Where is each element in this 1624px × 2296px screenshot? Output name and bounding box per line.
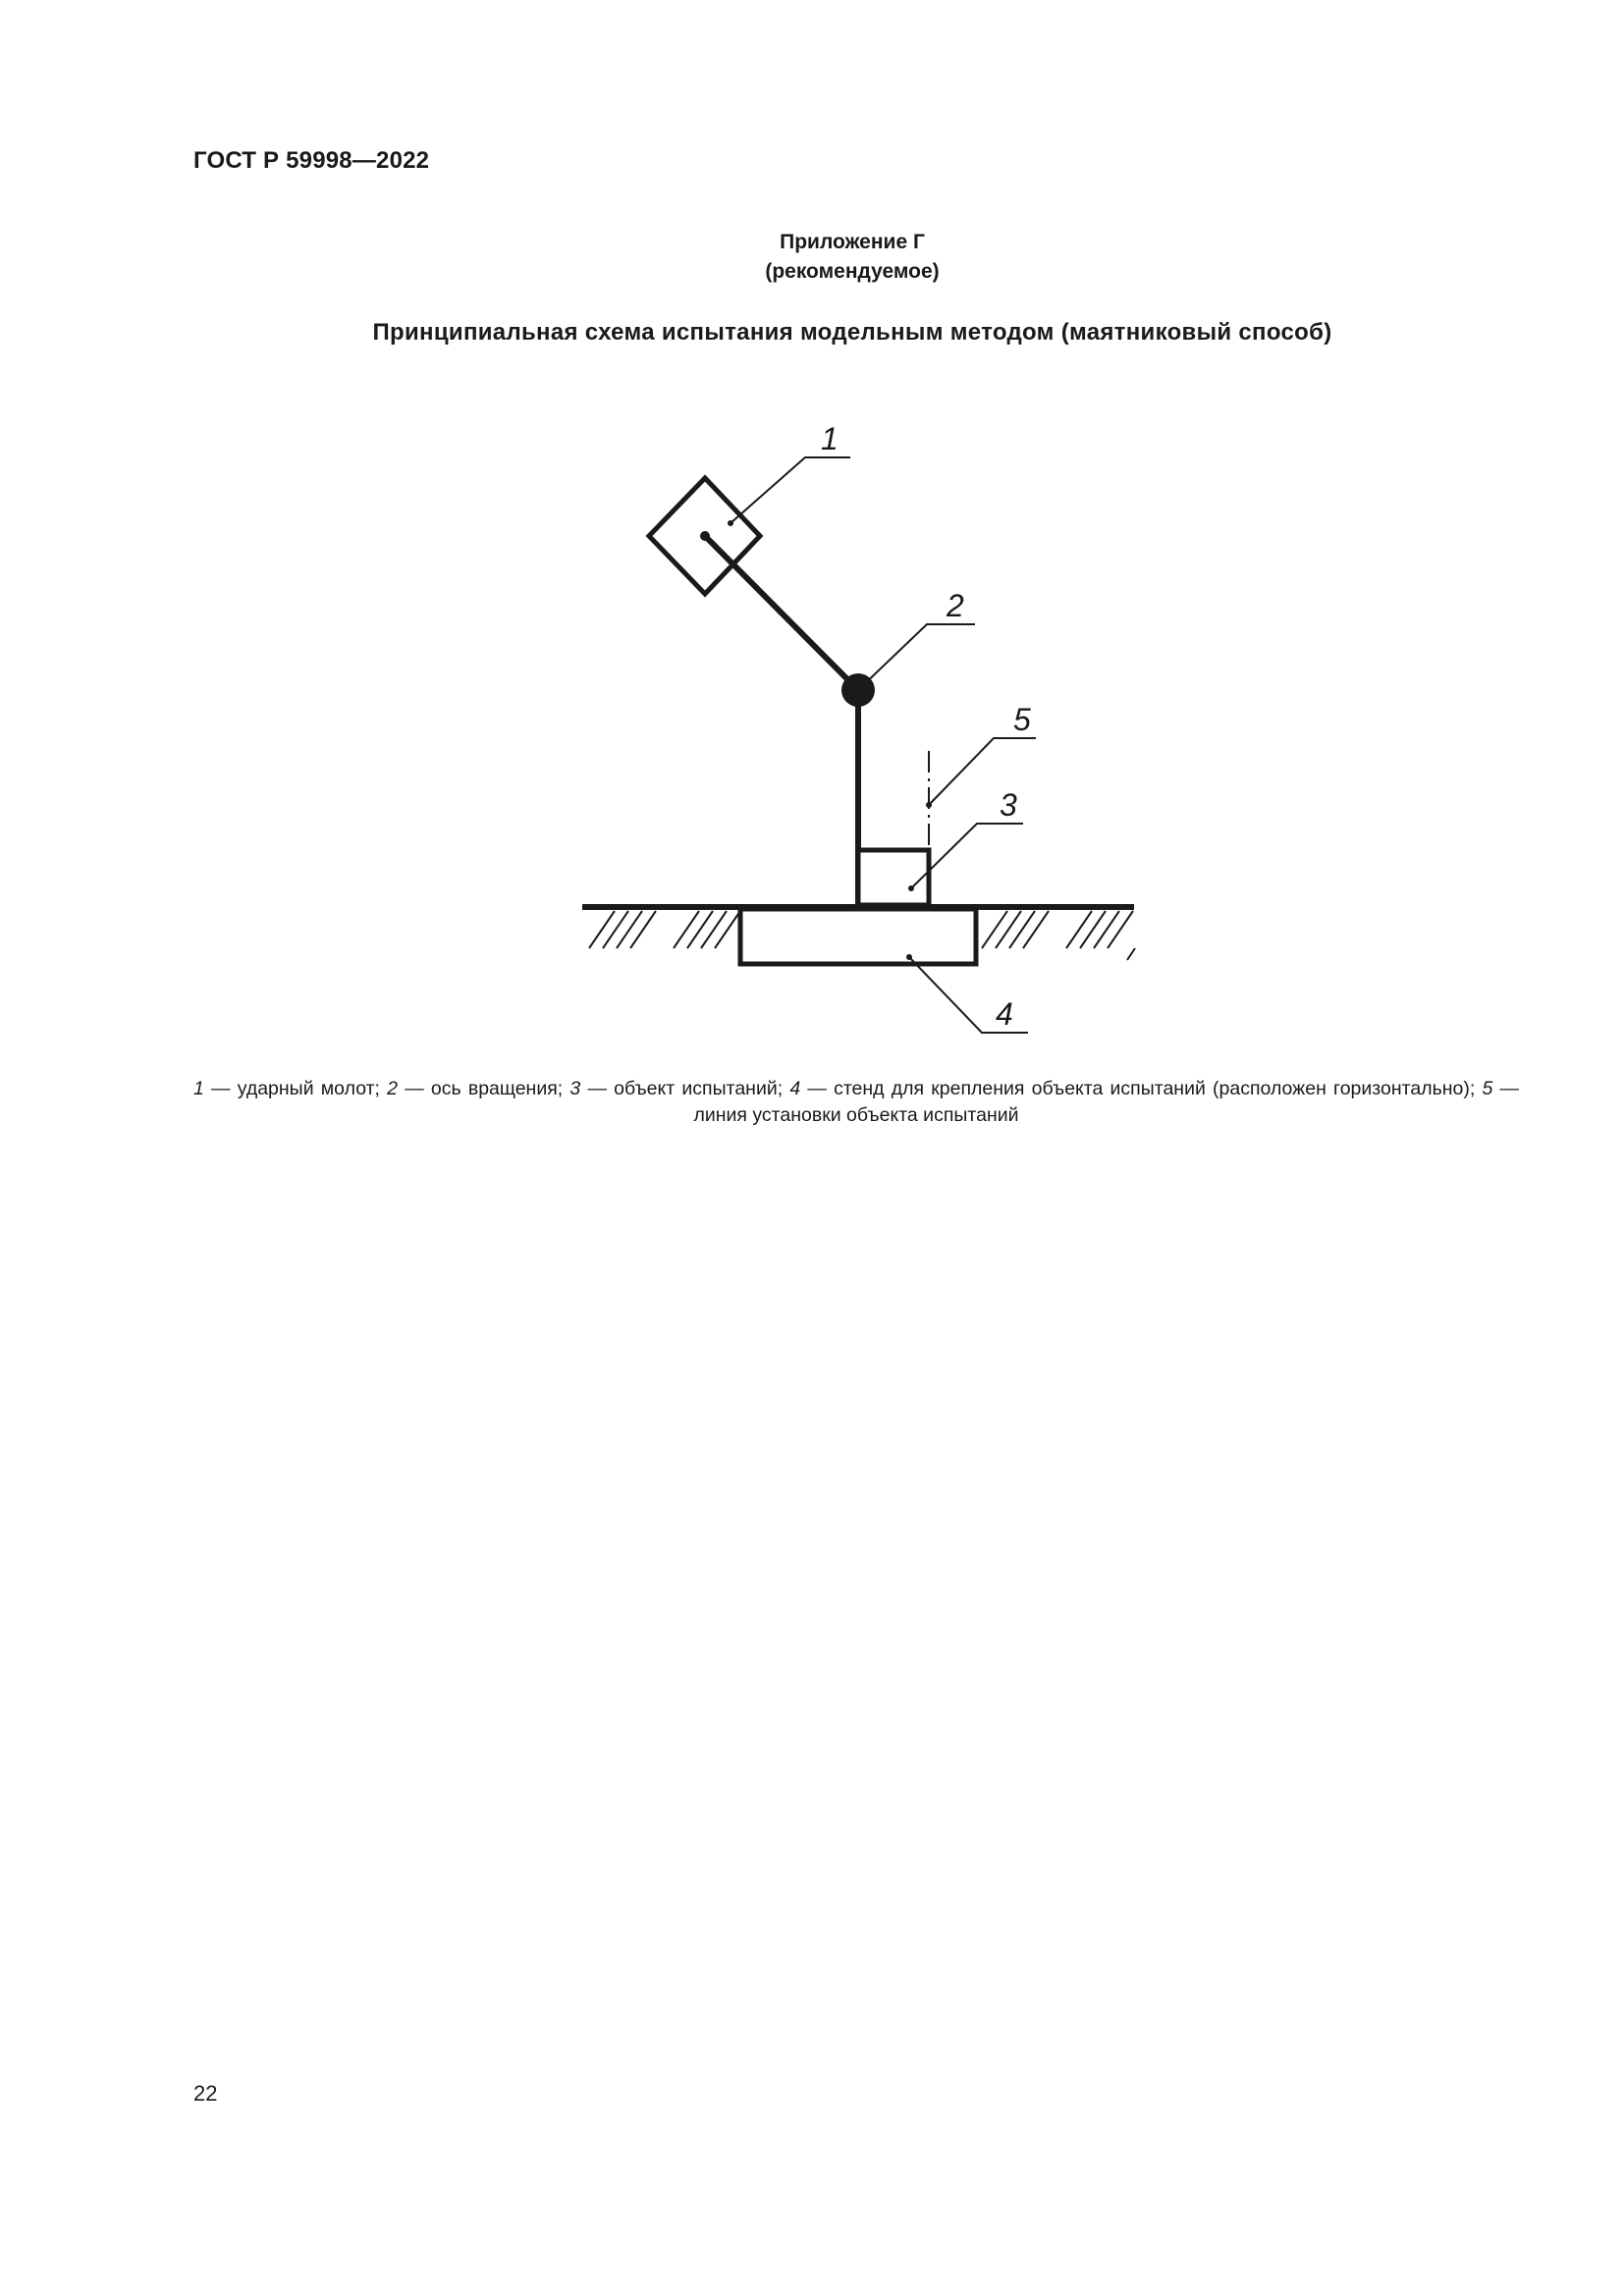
callout-3: 3 — [1000, 787, 1017, 823]
legend-text-1: — ударный молот; — [203, 1078, 388, 1099]
pendulum-arm — [705, 536, 858, 690]
legend-text-2: — ось вращения; — [398, 1078, 570, 1099]
legend-text-3: — объект испытаний; — [580, 1078, 790, 1099]
callout-5: 5 — [1013, 702, 1031, 737]
pendulum-test-diagram — [0, 0, 1624, 1080]
callout-4: 4 — [996, 996, 1013, 1032]
standard-header: ГОСТ Р 59998—2022 — [193, 147, 430, 174]
legend-num-2: 2 — [387, 1078, 399, 1099]
legend-text-5: — линия установки объекта испытаний — [693, 1078, 1520, 1126]
legend-num-1: 1 — [193, 1078, 204, 1099]
legend-text-4: — стенд для крепления объекта испытаний (расположен горизонтально); — [800, 1078, 1483, 1099]
callout-2: 2 — [947, 588, 964, 623]
legend-num-3: 3 — [569, 1078, 581, 1099]
rotation-axis — [841, 673, 875, 707]
page-number: 22 — [193, 2081, 218, 2106]
figure-legend — [193, 1076, 1519, 1129]
appendix-name: Принципиальная схема испытания модельным методом (маятниковый способ) — [372, 319, 1332, 346]
test-stand — [740, 909, 976, 964]
legend-num-4: 4 — [789, 1078, 801, 1099]
test-object — [858, 850, 929, 905]
hammer-pivot-dot — [700, 531, 710, 541]
appendix-status: (рекомендуемое) — [765, 260, 940, 283]
callout-1: 1 — [821, 421, 839, 456]
appendix-title: Приложение Г — [780, 231, 925, 253]
legend-num-5: 5 — [1482, 1078, 1493, 1099]
